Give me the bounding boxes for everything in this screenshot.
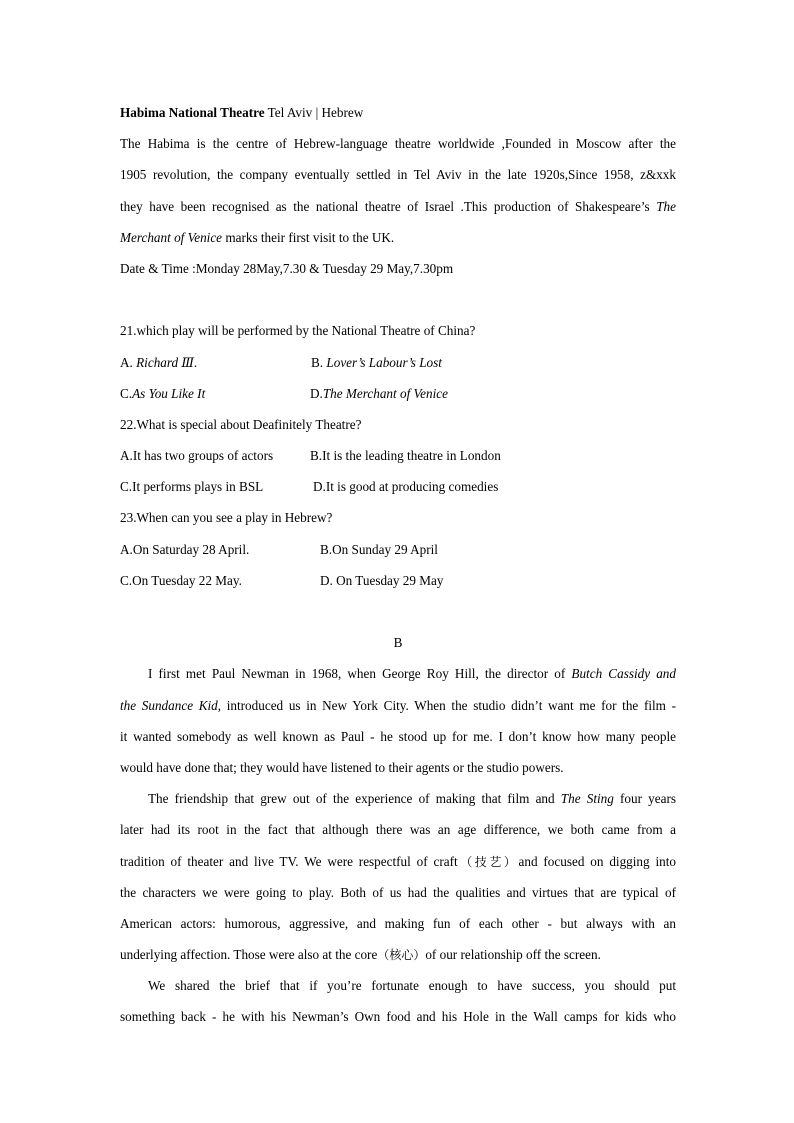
question-22: 22.What is special about Deafinitely Theatre? <box>120 416 362 432</box>
paragraph-line: something back - he with his Newman’s Own food and his Hole in the Wall camps for kids who <box>120 1009 676 1025</box>
document-page <box>120 101 676 1037</box>
date-time-line: Date & Time :Monday 28May,7.30 & Tuesday 29 May,7.30pm <box>120 260 454 276</box>
question-23-options-ab <box>120 538 676 569</box>
paragraph-line: 1905 revolution, the company eventually settled in Tel Aviv in the late 1920s,Since 1958, z&xxk <box>120 167 676 183</box>
question-21: 21.which play will be performed by the National Theatre of China? <box>120 323 476 339</box>
section-a-heading <box>120 101 676 132</box>
question-21-options-ab <box>120 351 676 382</box>
paragraph-line: I first met Paul Newman in 1968, when George Roy Hill, the director of Butch Cassidy and <box>148 666 676 682</box>
option-d: D.It is good at producing comedies <box>313 479 499 495</box>
option-a: A.On Saturday 28 April. <box>120 541 250 557</box>
question-23: 23.When can you see a play in Hebrew? <box>120 510 333 526</box>
paragraph-line: We shared the brief that if you’re fortunate enough to have success, you should put <box>148 978 676 994</box>
question-21-options-cd <box>120 382 676 413</box>
theatre-name: Habima National Theatre <box>120 105 265 120</box>
option-c: C.It performs plays in BSL <box>120 479 264 495</box>
theatre-location: Tel Aviv | Hebrew <box>264 105 364 120</box>
paragraph-line: the characters we were going to play. Both of us had the qualities and virtues that are typical of <box>120 884 676 900</box>
paragraph-line: American actors: humorous, aggressive, and making fun of each other - but always with an <box>120 915 676 931</box>
paragraph-line: they have been recognised as the national theatre of Israel .This production of Shakespeare’s The <box>120 198 676 214</box>
paragraph-line: Merchant of Venice marks their first visit to the UK. <box>120 229 395 245</box>
question-22-options-ab <box>120 444 676 475</box>
option-b: B.It is the leading theatre in London <box>310 448 501 464</box>
paragraph-line: The friendship that grew out of the experience of making that film and The Sting four years <box>148 791 677 807</box>
paragraph-line: The Habima is the centre of Hebrew-language theatre worldwide ,Founded in Moscow after the <box>120 136 676 152</box>
option-b: B. Lover’s Labour’s Lost <box>311 354 442 370</box>
paragraph-line: would have done that; they would have listened to their agents or the studio powers. <box>120 759 564 775</box>
spacer <box>120 600 676 631</box>
option-c: C.On Tuesday 22 May. <box>120 572 242 588</box>
question-23-options-cd <box>120 569 676 600</box>
section-b-label: B <box>393 635 403 651</box>
question-22-options-cd <box>120 475 676 506</box>
option-c: C.As You Like It <box>120 385 206 401</box>
paragraph-line: later had its root in the fact that although there was an age difference, we both came from a <box>120 822 676 838</box>
paragraph-line: the Sundance Kid, introduced us in New York City. When the studio didn’t want me for the film - <box>120 697 676 713</box>
option-a: A. Richard Ⅲ. <box>120 354 198 370</box>
option-a: A.It has two groups of actors <box>120 448 274 464</box>
option-b: B.On Sunday 29 April <box>320 541 438 557</box>
paragraph-line: it wanted somebody as well known as Paul - he stood up for me. I don’t know how many people <box>120 728 676 744</box>
paragraph-line: underlying affection. Those were also at the core（核心）of our relationship off the screen. <box>120 947 601 963</box>
option-d: D. On Tuesday 29 May <box>320 572 444 588</box>
option-d: D.The Merchant of Venice <box>310 385 448 401</box>
paragraph-line: tradition of theater and live TV. We were respectful of craft（技艺）and focused on digging into <box>120 853 676 869</box>
spacer <box>120 288 676 319</box>
